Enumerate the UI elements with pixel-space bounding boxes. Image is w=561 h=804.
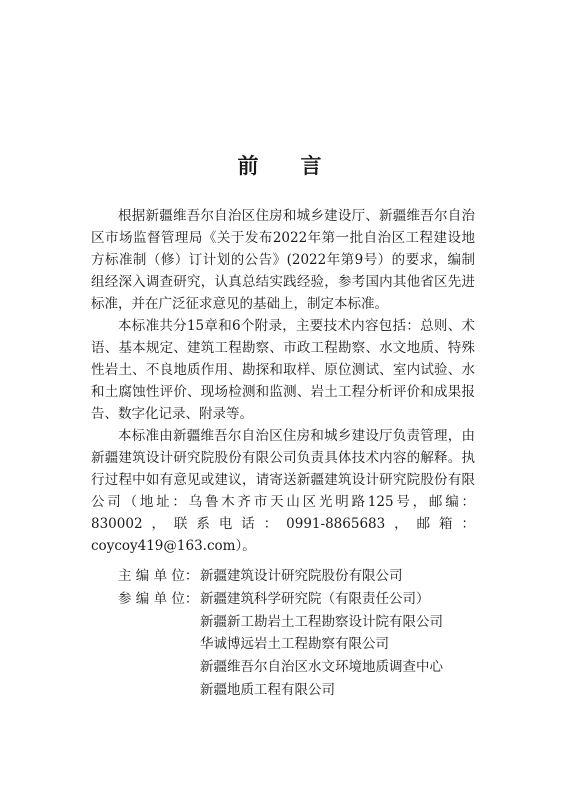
participating-unit-row [118,588,443,611]
participating-unit-name: 华诚博远岩土工程勘察有限公司 [200,636,389,653]
preface-body [91,205,475,557]
participating-unit-name: 新疆维吾尔自治区水文环境地质调查中心 [200,659,443,676]
participating-unit-row [118,611,443,634]
title-char-1: 前 [237,153,261,178]
participating-unit-row [118,679,443,702]
participating-unit-name: 新疆建筑科学研究院（有限责任公司） [200,590,430,607]
participating-unit-name: 新疆新工勘岩土工程勘察设计院有限公司 [200,613,443,630]
paragraph-contents: 本标准共分15章和6个附录，主要技术内容包括：总则、术语、基本规定、建筑工程勘察、市政工程勘察、水文地质、特殊性岩土、不良地质作用、勘探和取样、原位测试、室内试验、水和土腐蚀性评价、现场检测和监测、岩土工程分析评价和成果报告、数字化记录、附录等。 [91,318,475,422]
participating-unit-row [118,656,443,679]
chief-unit-label: 主 编 单 位： [118,568,199,584]
paragraph-background: 根据新疆维吾尔自治区住房和城乡建设厅、新疆维吾尔自治区市场监督管理局《关于发布2022年第一批自治区工程建设地方标准制（修）订计划的公告》(2022年第9号）的要求，编制组经深入调查研究，认真总结实践经验，参考国内其他省区先进标准，并在广泛征求意见的基础上，制定本标准。 [91,208,475,312]
paragraph-management: 本标准由新疆维吾尔自治区住房和城乡建设厅负责管理，由新疆建筑设计研究院股份有限公司负责具体技术内容的解释。执行过程中如有意见或建议，请寄送新疆建筑设计研究院股份有限公司（地址：乌鲁木齐市天山区光明路125号，邮编：830002，联系电话：0991-8865683，邮箱：coycoy419@163.com）。 [91,428,475,554]
participating-unit-row [118,633,443,656]
chief-unit-name: 新疆建筑设计研究院股份有限公司 [200,568,403,584]
drafting-units [118,565,443,702]
page-title [0,150,561,180]
participating-unit-name: 新疆地质工程有限公司 [200,681,335,698]
title-char-2: 言 [300,153,324,178]
participating-unit-label: 参 编 单 位： [118,590,199,607]
chief-unit-row [118,565,443,588]
